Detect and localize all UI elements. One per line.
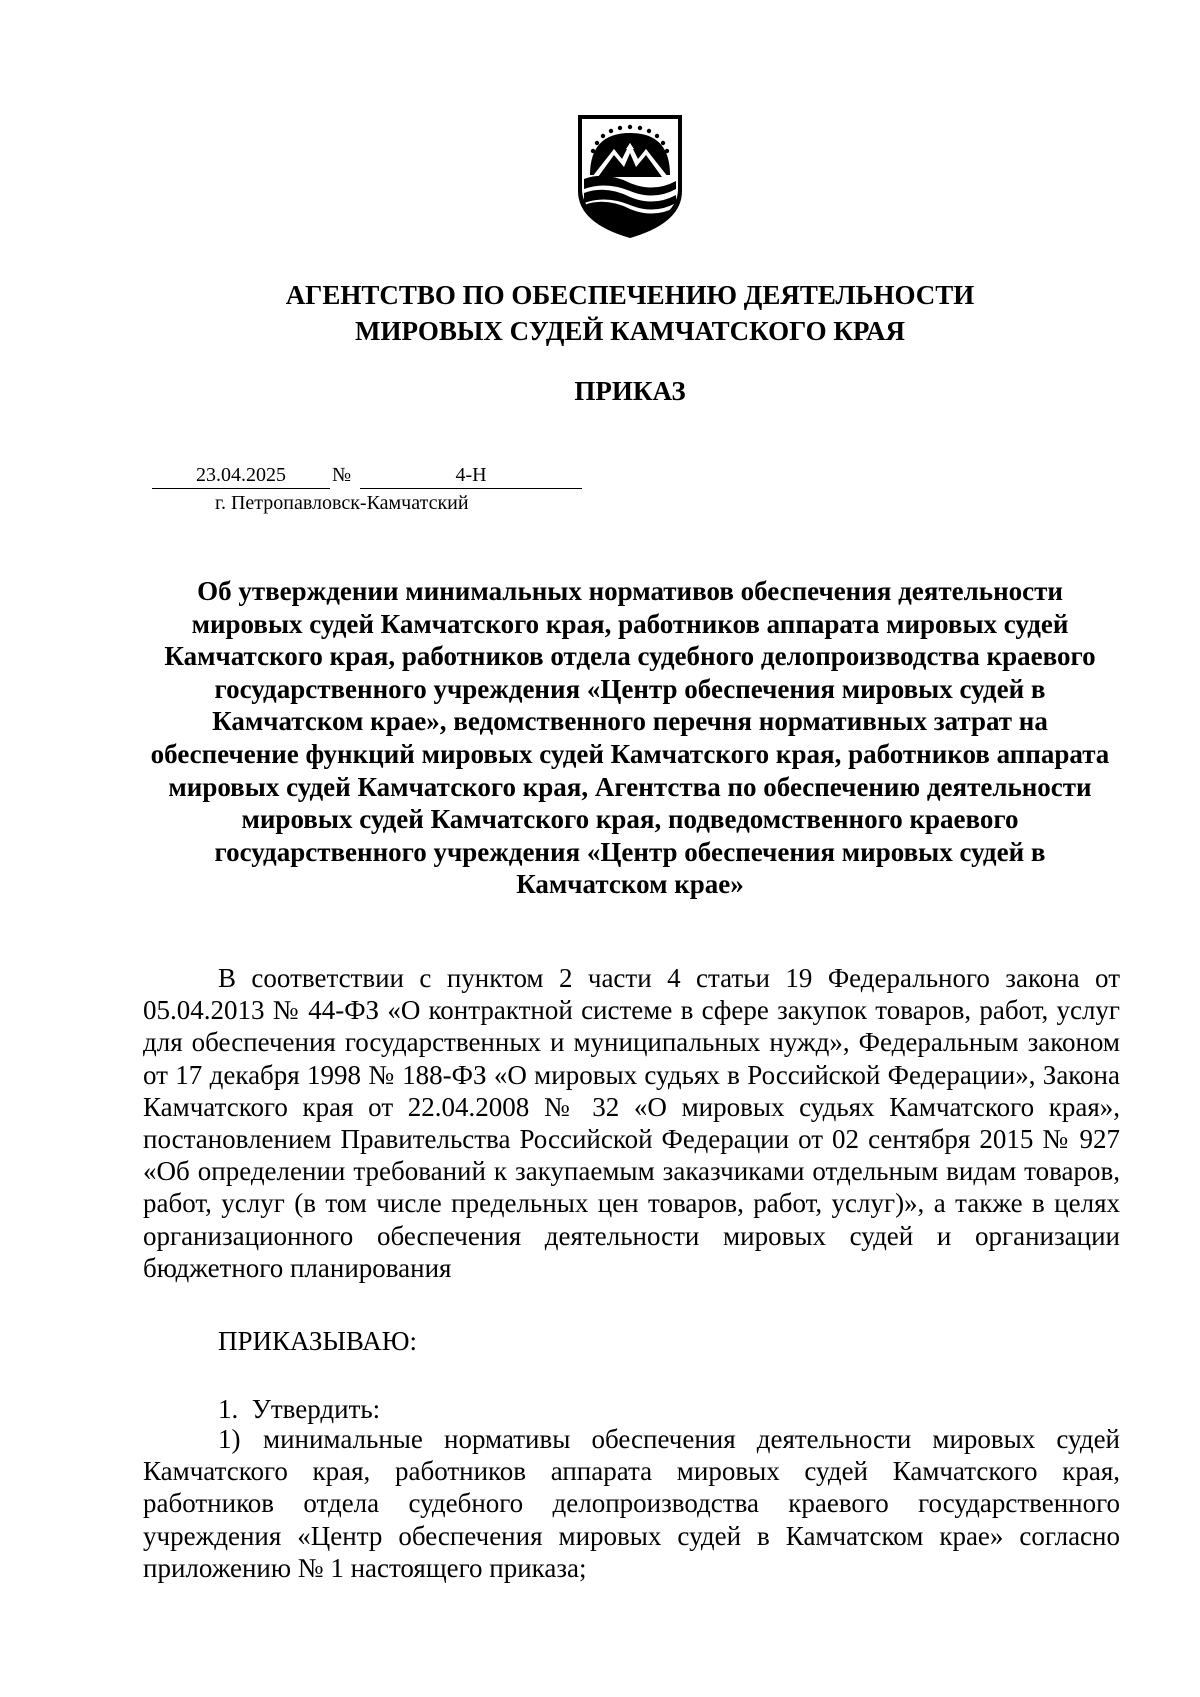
document-meta-row (152, 463, 582, 489)
document-subject-title: Об утверждении минимальных нормативов обеспечения деятельности мировых судей Камчатского края, работников аппарата мировых судей Камчатского края, работников отдела судебного делопроизводства краевого государственного учреждения «Центр обеспечения мировых судей в Камчатском крае», ведомственного перечня нормативных затрат на обеспечение функций мировых судей Камчатского края, работников аппарата мировых судей Камчатского края, Агентства по обеспечению деятельности мировых судей Камчатского края, подведомственного краевого государственного учреждения «Центр обеспечения мировых судей в Камчатском крае» (150, 576, 1110, 900)
order-word: ПРИКАЗЫВАЮ: (218, 1326, 417, 1356)
list-item-1 (218, 1393, 380, 1425)
list-item-1-text: Утвердить: (251, 1394, 381, 1424)
document-type: ПРИКАЗ (574, 376, 686, 406)
document-place: г. Петропавловск-Камчатский (215, 492, 469, 514)
document-number: 4-Н (360, 463, 582, 489)
preamble-paragraph: В соответствии с пунктом 2 части 4 статьи 19 Федерального закона от 05.04.2013 № 44-ФЗ «О контрактной системе в сфере закупок товаров, работ, услуг для обеспечения государственных и муниципальных нужд», Федеральным законом от 17 декабря 1998 № 188-ФЗ «О мировых судьях в Российской Федерации», Закона Камчатского края от 22.04.2008 № 32 «О мировых судьях Камчатского края», постановлением Правительства Российской Федерации от 02 сентября 2015 № 927 «Об определении требований к закупаемым заказчиками отдельным видам товаров, работ, услуг (в том числе предельных цен товаров, работ, услуг)», а также в целях организационного обеспечения деятельности мировых судей и организации бюджетного планирования (143, 963, 1120, 1283)
document-date: 23.04.2025 (152, 463, 330, 489)
sub-item-1-text: минимальные нормативы обеспечения деятельности мировых судей Камчатского края, работников аппарата мировых судей Камчатского края, работников отдела судебного делопроизводства краевого государственного учреждения «Центр обеспечения мировых судей в Камчатском крае» согласно приложению № 1 настоящего приказа; (143, 1424, 1120, 1583)
agency-name (150, 277, 1110, 349)
agency-name-line2: МИРОВЫХ СУДЕЙ КАМЧАТСКОГО КРАЯ (355, 316, 905, 346)
number-sign: № (332, 464, 352, 486)
sub-item-1-number: 1) (218, 1424, 241, 1454)
agency-name-line1: АГЕНТСТВО ПО ОБЕСПЕЧЕНИЮ ДЕЯТЕЛЬНОСТИ (285, 280, 975, 310)
kamchatka-coat-of-arms-icon (576, 113, 684, 240)
sub-item-1 (143, 1423, 1120, 1584)
list-item-1-number: 1. (218, 1394, 239, 1424)
